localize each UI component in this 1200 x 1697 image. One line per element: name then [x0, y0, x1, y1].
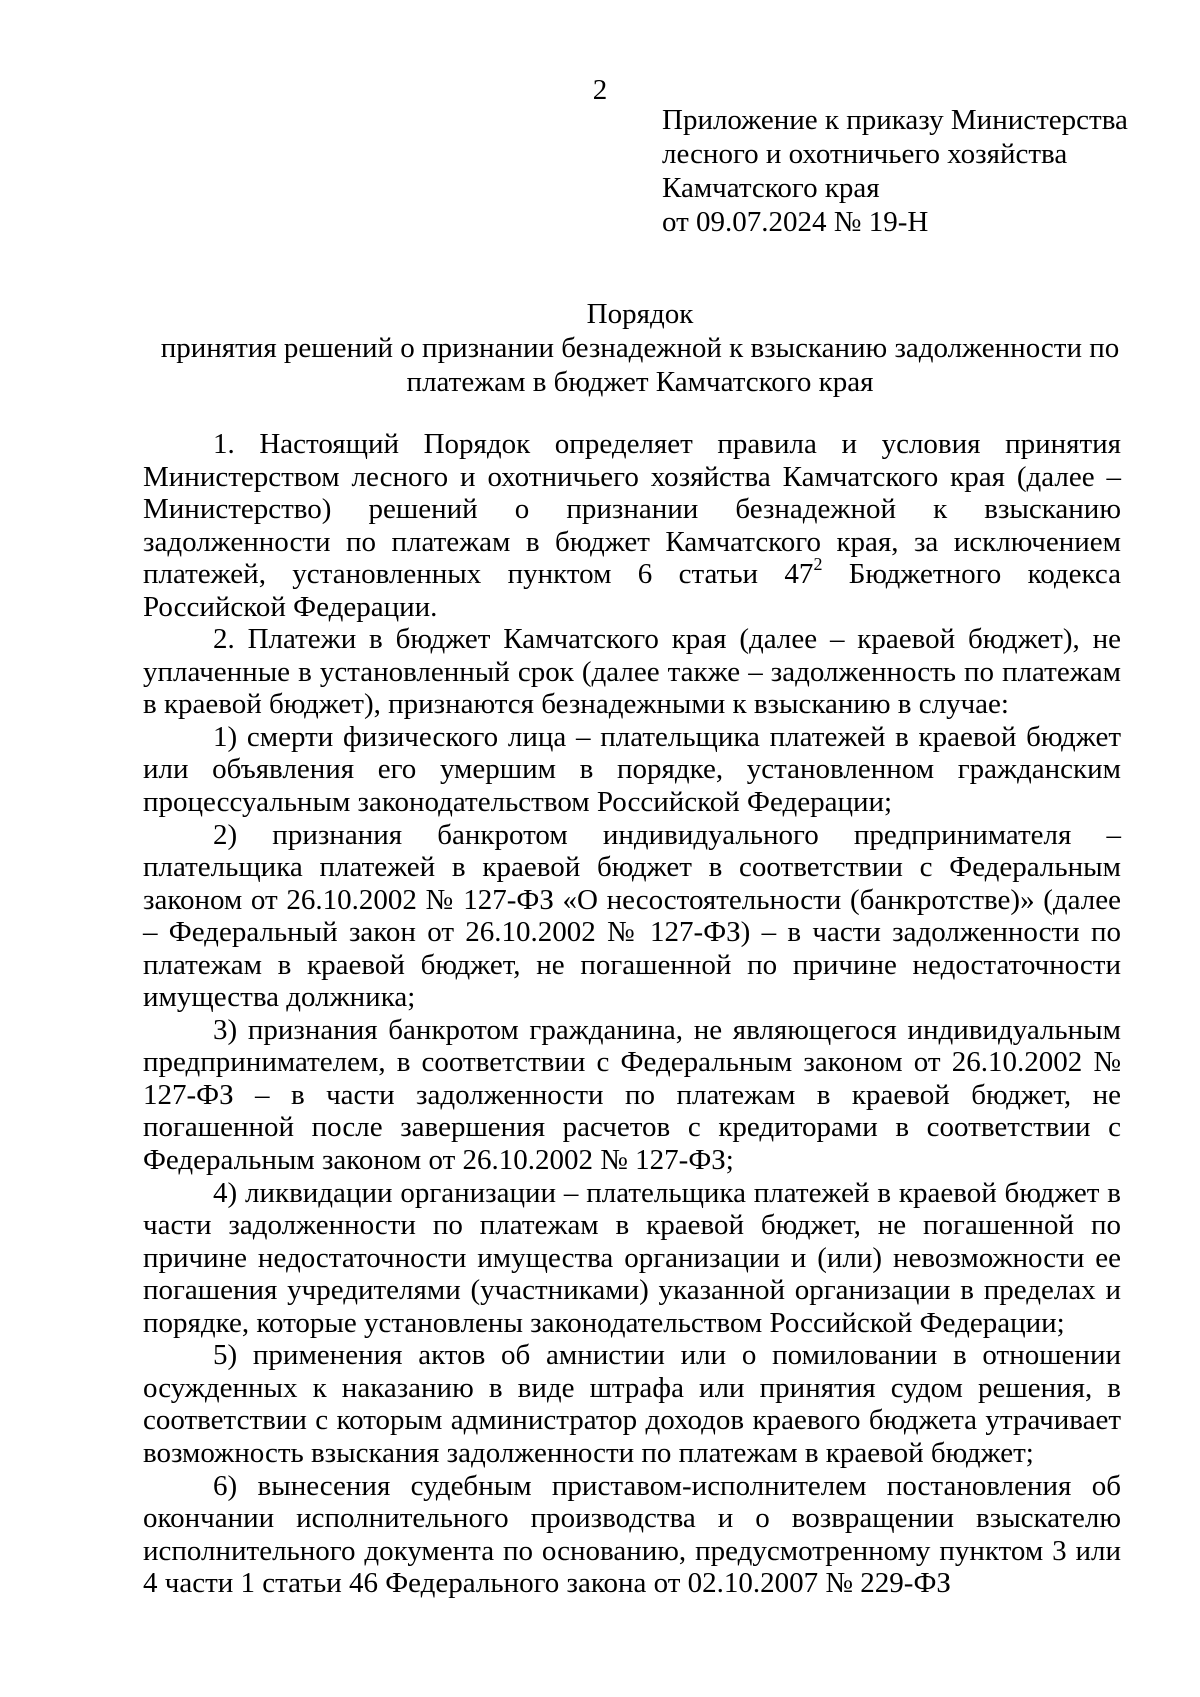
title-subtitle-line-2: платежам в бюджет Камчатского края — [406, 366, 874, 398]
appendix-line-2: лесного и охотничьего хозяйства — [662, 138, 1068, 170]
list-item-1: 1) смерти физического лица – плательщика платежей в краевой бюджет или объявления его умершим в порядке, установленном гражданским процессуальным законодательством Российской Федерации; — [143, 720, 1121, 819]
document-title — [140, 297, 1140, 399]
paragraph-1 — [143, 428, 1121, 623]
list-item-3: 3) признания банкротом гражданина, не являющегося индивидуальным предпринимателем, в соответствии с Федеральным законом от 26.10.2002 № 127-ФЗ – в части задолженности по платежам в краевой бюджет, не погашенной после завершения расчетов с кредиторами в соответствии с Федеральным законом от 26.10.2002 № 127-ФЗ; — [143, 1013, 1121, 1177]
list-item-5: 5) применения актов об амнистии или о помиловании в отношении осужденных к наказанию в виде штрафа или принятия судом решения, в соответствии с которым администратор доходов краевого бюджета утрачивает возможность взыскания задолженности по платежам в краевой бюджет; — [143, 1339, 1121, 1469]
appendix-line-3: Камчатского края — [662, 172, 880, 204]
paragraph-2: 2. Платежи в бюджет Камчатского края (далее – краевой бюджет), не уплаченные в установленный срок (далее также – задолженность по платежам в краевой бюджет), признаются безнадежными к взысканию в случае: — [143, 623, 1121, 721]
title-heading: Порядок — [586, 298, 694, 330]
appendix-line-1: Приложение к приказу Министерства — [662, 104, 1128, 136]
list-item-6: 6) вынесения судебным приставом-исполнителем постановления об окончании исполнительного производства и о возвращении взыскателю исполнительного документа по основанию, предусмотренному пунктом 3 или 4 части 1 статьи 46 Федерального закона от 02.10.2007 № 229-ФЗ — [143, 1469, 1121, 1600]
title-subtitle-line-1: принятия решений о признании безнадежной к взысканию задолженности по — [160, 332, 1120, 364]
document-body — [143, 428, 1121, 1600]
paragraph-1-text: 1. Настоящий Порядок определяет правила и условия принятия Министерством лесного и охотничьего хозяйства Камчатского края (далее – Министерство) решений о признании безнадежной к взысканию задолженности по платежам в бюджет Камчатского края, за исключением платежей, установленных пунктом 6 статьи 47 — [143, 428, 1121, 591]
order-date-number — [662, 205, 1128, 239]
list-item-4: 4) ликвидации организации – плательщика платежей в краевой бюджет в части задолженности по платежам в краевой бюджет, не погашенной по причине недостаточности имущества организации и (или) невозможности ее погашения учредителями (участниками) указанной организации в пределах и порядке, которые установлены законодательством Российской Федерации; — [143, 1176, 1121, 1339]
list-item-2: 2) признания банкротом индивидуального предпринимателя – плательщика платежей в краевой бюджет в соответствии с Федеральным законом от 26.10.2002 № 127-ФЗ «О несостоятельности (банкротстве)» (далее – Федеральный закон от 26.10.2002 № 127-ФЗ) – в части задолженности по платежам в краевой бюджет, не погашенной по причине недостаточности имущества должника; — [143, 818, 1121, 1014]
from-label: от — [662, 206, 689, 238]
order-number: 19-Н — [868, 206, 929, 238]
number-sign: № — [833, 206, 862, 238]
article-superscript: 2 — [813, 553, 823, 574]
appendix-header — [662, 103, 1128, 239]
paragraph-1-text-end: Бюджетного кодекса Российской Федерации. — [143, 558, 1121, 623]
order-date: 09.07.2024 — [696, 206, 827, 238]
page-number: 2 — [592, 74, 608, 106]
